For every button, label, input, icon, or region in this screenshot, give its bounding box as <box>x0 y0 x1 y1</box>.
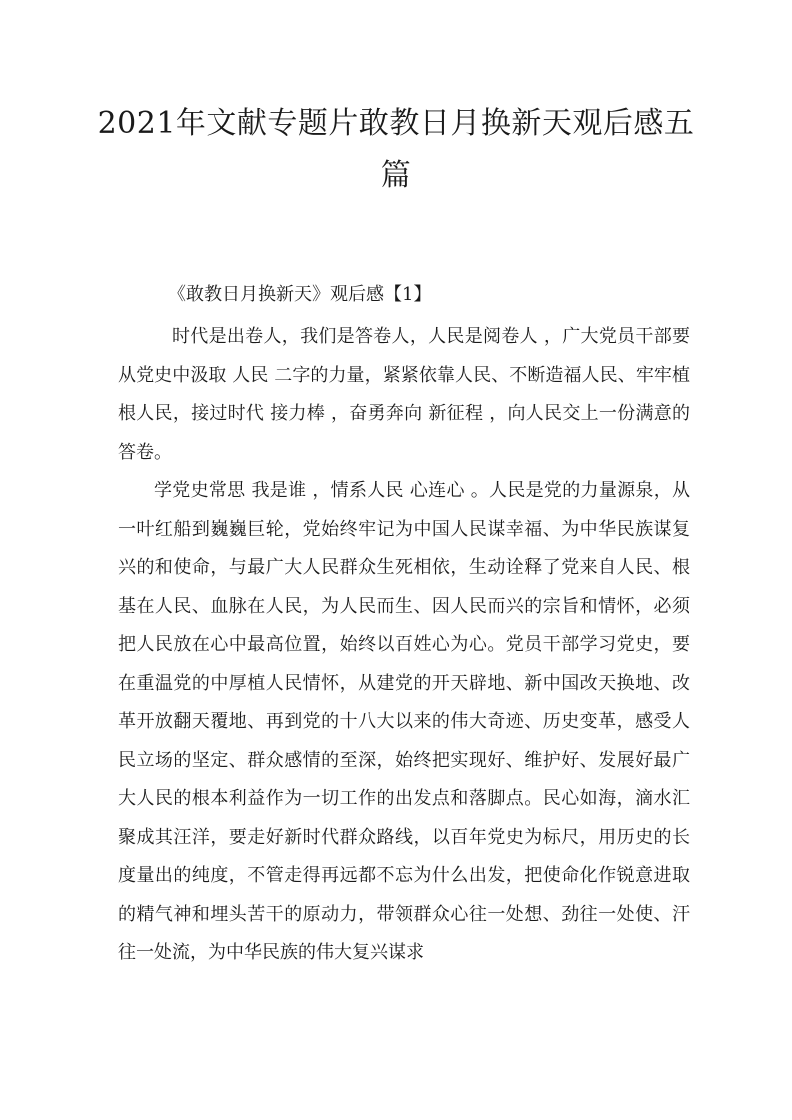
document-title: 2021年文献专题片敢教日月换新天观后感五篇 <box>97 106 695 193</box>
paragraph-2: 学党史常思 我是谁 ，情系人民 心连心 。人民是党的力量源泉，从一叶红船到巍巍巨轮，党始终牢记为中国人民谋幸福、为中华民族谋复兴的和使命，与最广大人民群众生死相依，生动诠释了党来自人民、根基在人民、血脉在人民，为人民而生、因人民而兴的宗旨和情怀，必须把人民放在心中最高位置，始终以百姓心为心。党员干部学习党史，要在重温党的中厚植人民情怀，从建党的开天辟地、新中国改天换地、改革开放翻天覆地、再到党的十八大以来的伟大奇迹、历史变革，感受人民立场的坚定、群众感情的至深，始终把实现好、维护好、发展好最广大人民的根本利益作为一切工作的出发点和落脚点。民心如海，滴水汇聚成其汪洋，要走好新时代群众路线，以百年党史为标尺，用历史的长度量出的纯度，不管走得再远都不忘为什么出发，把使命化作锐意进取的精气神和埋头苦干的原动力，带领群众心往一处想、劲往一处使、汗往一处流，为中华民族的伟大复兴谋求 <box>118 480 690 963</box>
section-heading: 《敢教日月换新天》观后感【1】 <box>168 284 432 305</box>
paragraph-1: 时代是出卷人，我们是答卷人，人民是阅卷人 ，广大党员干部要从党史中汲取 人民 二字的力量，紧紧依靠人民、不断造福人民、牢牢植根人民，接过时代 接力棒 ，奋勇奔向 新征程 ，向人民交上一份满意的答卷。 <box>118 326 690 463</box>
document-body <box>118 318 690 973</box>
